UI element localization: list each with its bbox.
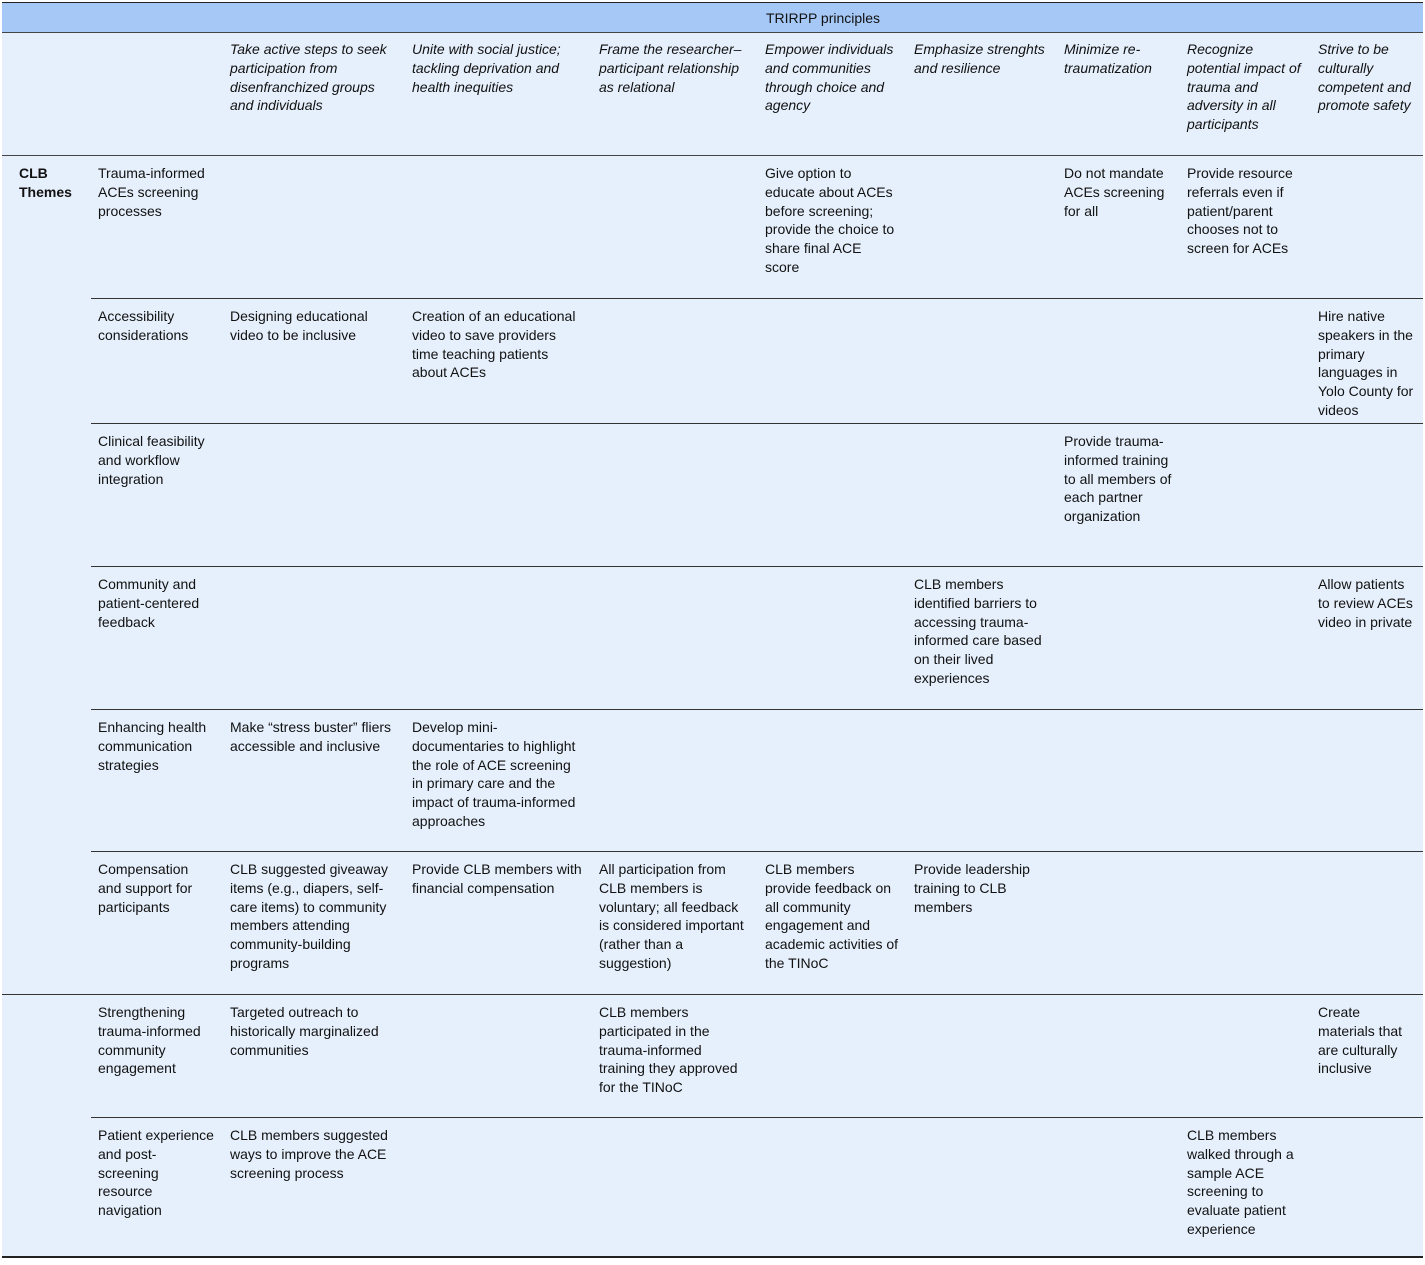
table-cell [1311, 1118, 1423, 1257]
principle-header: Recognize potential impact of trauma and adversity in all participants [1180, 33, 1311, 156]
principle-header: Emphasize strenghts and resilience [907, 33, 1057, 156]
table-cell [405, 1118, 592, 1257]
principles-header-row [2, 33, 1423, 156]
theme-cell: Strengthening trauma-informed community engagement [91, 995, 223, 1118]
table-cell: Make “stress buster” fliers accessible and inclusive [223, 710, 405, 852]
table-cell [758, 995, 907, 1118]
row-group-label: CLB Themes [19, 165, 72, 200]
table-cell [907, 1118, 1057, 1257]
table-cell [1057, 995, 1180, 1118]
table-cell: Creation of an educational video to save providers time teaching patients about ACEs [405, 299, 592, 424]
table-cell: Targeted outreach to historically marginalized communities [223, 995, 405, 1118]
table-cell [405, 995, 592, 1118]
table-cell [907, 710, 1057, 852]
principle-header: Frame the researcher–participant relationship as relational [592, 33, 758, 156]
table-cell [592, 299, 758, 424]
table-row [2, 995, 1423, 1118]
table-cell: Provide resource referrals even if patient/parent chooses not to screen for ACEs [1180, 156, 1311, 299]
row-group-cell [2, 156, 91, 995]
table-cell: Create materials that are culturally inclusive [1311, 995, 1423, 1118]
table-cell [758, 710, 907, 852]
table-cell [1311, 852, 1423, 995]
table-cell [592, 424, 758, 567]
table-cell [1311, 710, 1423, 852]
theme-cell: Community and patient-centered feedback [91, 567, 223, 710]
table-cell [1180, 567, 1311, 710]
table-cell [1057, 1118, 1180, 1257]
table-cell [1057, 852, 1180, 995]
table-cell: CLB suggested giveaway items (e.g., diapers, self-care items) to community members attending community-building programs [223, 852, 405, 995]
title-spacer [2, 3, 223, 33]
table-cell [1057, 710, 1180, 852]
table-cell: Hire native speakers in the primary languages in Yolo County for videos [1311, 299, 1423, 424]
table-cell [758, 567, 907, 710]
table-cell [907, 299, 1057, 424]
theme-cell: Accessibility considerations [91, 299, 223, 424]
table-cell [592, 567, 758, 710]
table-cell [758, 424, 907, 567]
table-cell [1180, 424, 1311, 567]
table-cell [405, 424, 592, 567]
row-group-spacer [2, 1118, 91, 1257]
table-cell [592, 156, 758, 299]
table-cell [758, 299, 907, 424]
table-cell: All participation from CLB members is voluntary; all feedback is considered important (rather than a suggestion) [592, 852, 758, 995]
theme-cell: Clinical feasibility and workflow integration [91, 424, 223, 567]
table-row [2, 299, 1423, 424]
table-cell: Do not mandate ACEs screening for all [1057, 156, 1180, 299]
table-row [2, 1118, 1423, 1257]
table-cell: CLB members suggested ways to improve the ACE screening process [223, 1118, 405, 1257]
trirpp-table [2, 2, 1423, 1258]
table-cell: Designing educational video to be inclusive [223, 299, 405, 424]
table-cell [1057, 299, 1180, 424]
table-cell [405, 567, 592, 710]
table-cell [758, 1118, 907, 1257]
table-cell [223, 424, 405, 567]
table-cell [907, 995, 1057, 1118]
table-cell: CLB members provide feedback on all community engagement and academic activities of the TINoC [758, 852, 907, 995]
table-row [2, 852, 1423, 995]
table-title: TRIRPP principles [223, 3, 1423, 33]
header-empty-2 [91, 33, 223, 156]
table-cell [1311, 156, 1423, 299]
table-cell [592, 1118, 758, 1257]
table-row [2, 567, 1423, 710]
title-row [2, 3, 1423, 33]
table-cell [223, 567, 405, 710]
table-cell: Provide trauma-informed training to all members of each partner organization [1057, 424, 1180, 567]
table-cell [592, 710, 758, 852]
table-row [2, 424, 1423, 567]
table-cell [405, 156, 592, 299]
table-row [2, 156, 1423, 299]
table-cell [907, 156, 1057, 299]
theme-cell: Trauma-informed ACEs screening processes [91, 156, 223, 299]
table-cell: Provide CLB members with financial compensation [405, 852, 592, 995]
table-row [2, 710, 1423, 852]
table-cell [1180, 852, 1311, 995]
table-cell [223, 156, 405, 299]
row-group-spacer [2, 995, 91, 1118]
table-cell: Develop mini-documentaries to highlight the role of ACE screening in primary care and the impact of trauma-informed approaches [405, 710, 592, 852]
principle-header: Minimize re-traumatization [1057, 33, 1180, 156]
principle-header: Unite with social justice; tackling deprivation and health inequities [405, 33, 592, 156]
table-cell: Give option to educate about ACEs before screening; provide the choice to share final ACE score [758, 156, 907, 299]
table-cell [907, 424, 1057, 567]
table-cell [1180, 995, 1311, 1118]
table-cell [1311, 424, 1423, 567]
table-cell [1180, 710, 1311, 852]
theme-cell: Compensation and support for participants [91, 852, 223, 995]
table-cell: Allow patients to review ACEs video in private [1311, 567, 1423, 710]
principle-header: Strive to be culturally competent and promote safety [1311, 33, 1423, 156]
header-empty-1 [2, 33, 91, 156]
theme-cell: Enhancing health communication strategies [91, 710, 223, 852]
table-cell: Provide leadership training to CLB members [907, 852, 1057, 995]
table-cell: CLB members identified barriers to accessing trauma-informed care based on their lived experiences [907, 567, 1057, 710]
table-cell: CLB members participated in the trauma-informed training they approved for the TINoC [592, 995, 758, 1118]
table-cell: CLB members walked through a sample ACE screening to evaluate patient experience [1180, 1118, 1311, 1257]
principle-header: Empower individuals and communities through choice and agency [758, 33, 907, 156]
principle-header: Take active steps to seek participation from disenfranchized groups and individuals [223, 33, 405, 156]
table-cell [1180, 299, 1311, 424]
table-cell [1057, 567, 1180, 710]
theme-cell: Patient experience and post-screening resource navigation [91, 1118, 223, 1257]
